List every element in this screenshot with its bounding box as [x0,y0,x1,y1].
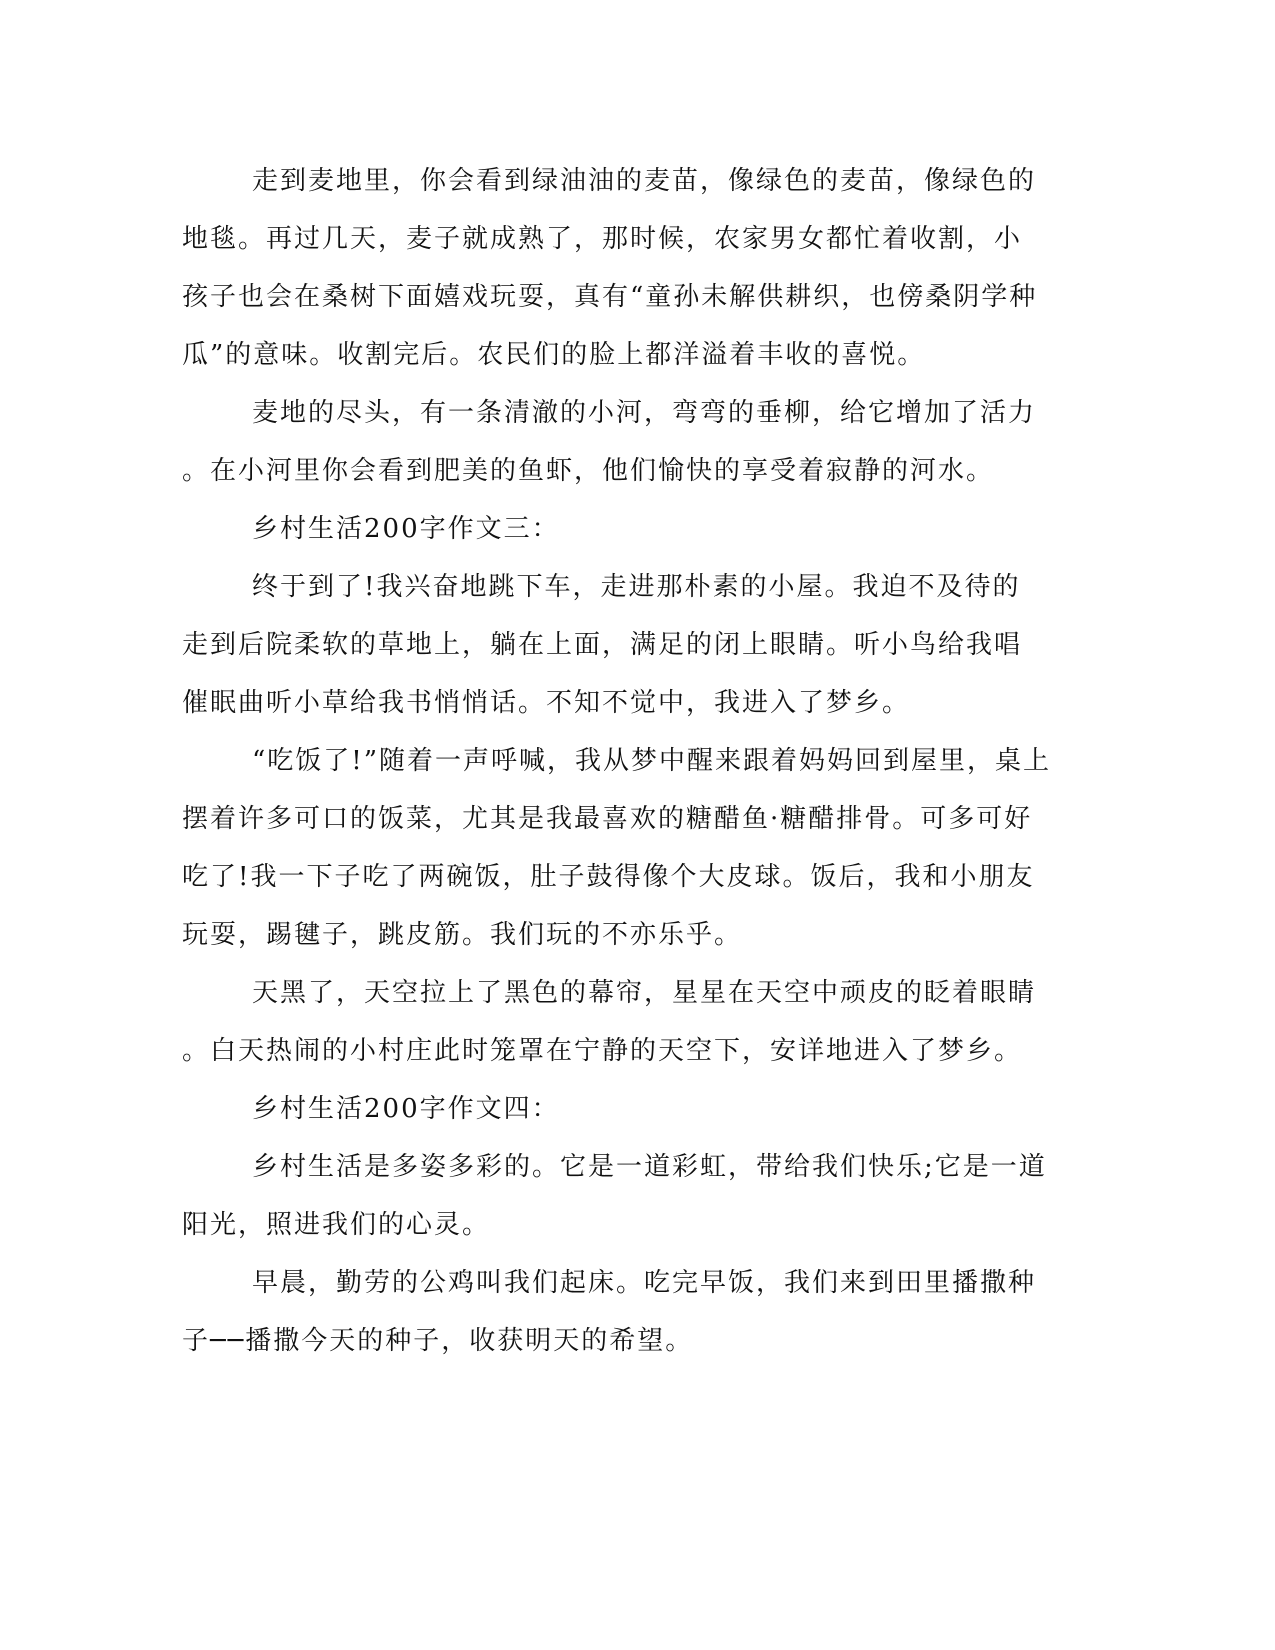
text-line: 阳光，照进我们的心灵。 [182,1210,491,1240]
section-heading: 乡村生活200字作文四： [252,1094,560,1124]
text-line: “吃饭了!”随着一声呼喊，我从梦中醒来跟着妈妈回到屋里，桌上 [252,746,1052,776]
text-line: 摆着许多可口的饭菜，尤其是我最喜欢的糖醋鱼·糖醋排骨。可多可好 [182,804,1033,834]
text-line: 瓜”的意味。收割完后。农民们的脸上都洋溢着丰收的喜悦。 [182,340,926,370]
text-line: 。在小河里你会看到肥美的鱼虾，他们愉快的享受着寂静的河水。 [182,456,995,486]
text-line: 孩子也会在桑树下面嬉戏玩耍，真有“童孙未解供耕织，也傍桑阴学种 [182,282,1038,312]
text-line: 走到后院柔软的草地上，躺在上面，满足的闭上眼睛。听小鸟给我唱 [182,630,1023,660]
text-line: 。白天热闹的小村庄此时笼罩在宁静的天空下，安详地进入了梦乡。 [182,1036,1023,1066]
section-heading: 乡村生活200字作文三： [252,514,560,544]
text-line: 终于到了!我兴奋地跳下车，走进那朴素的小屋。我迫不及待的 [252,572,1021,602]
text-line: 催眠曲听小草给我书悄悄话。不知不觉中，我进入了梦乡。 [182,688,911,718]
text-line: 子──播撒今天的种子，收获明天的希望。 [182,1326,694,1356]
text-line: 走到麦地里，你会看到绿油油的麦苗，像绿色的麦苗，像绿色的 [252,166,1037,196]
text-line: 乡村生活是多姿多彩的。它是一道彩虹，带给我们快乐;它是一道 [252,1152,1047,1182]
text-line: 地毯。再过几天，麦子就成熟了，那时候，农家男女都忙着收割，小 [182,224,1023,254]
text-line: 天黑了，天空拉上了黑色的幕帘，星星在天空中顽皮的眨着眼睛 [252,978,1037,1008]
text-line: 麦地的尽头，有一条清澈的小河，弯弯的垂柳，给它增加了活力 [252,398,1037,428]
text-line: 吃了!我一下子吃了两碗饭，肚子鼓得像个大皮球。饭后，我和小朋友 [182,862,1035,892]
text-line: 玩耍，踢毽子，跳皮筋。我们玩的不亦乐乎。 [182,920,743,950]
document-body [182,152,1052,1370]
text-line: 早晨，勤劳的公鸡叫我们起床。吃完早饭，我们来到田里播撒种 [252,1268,1037,1298]
